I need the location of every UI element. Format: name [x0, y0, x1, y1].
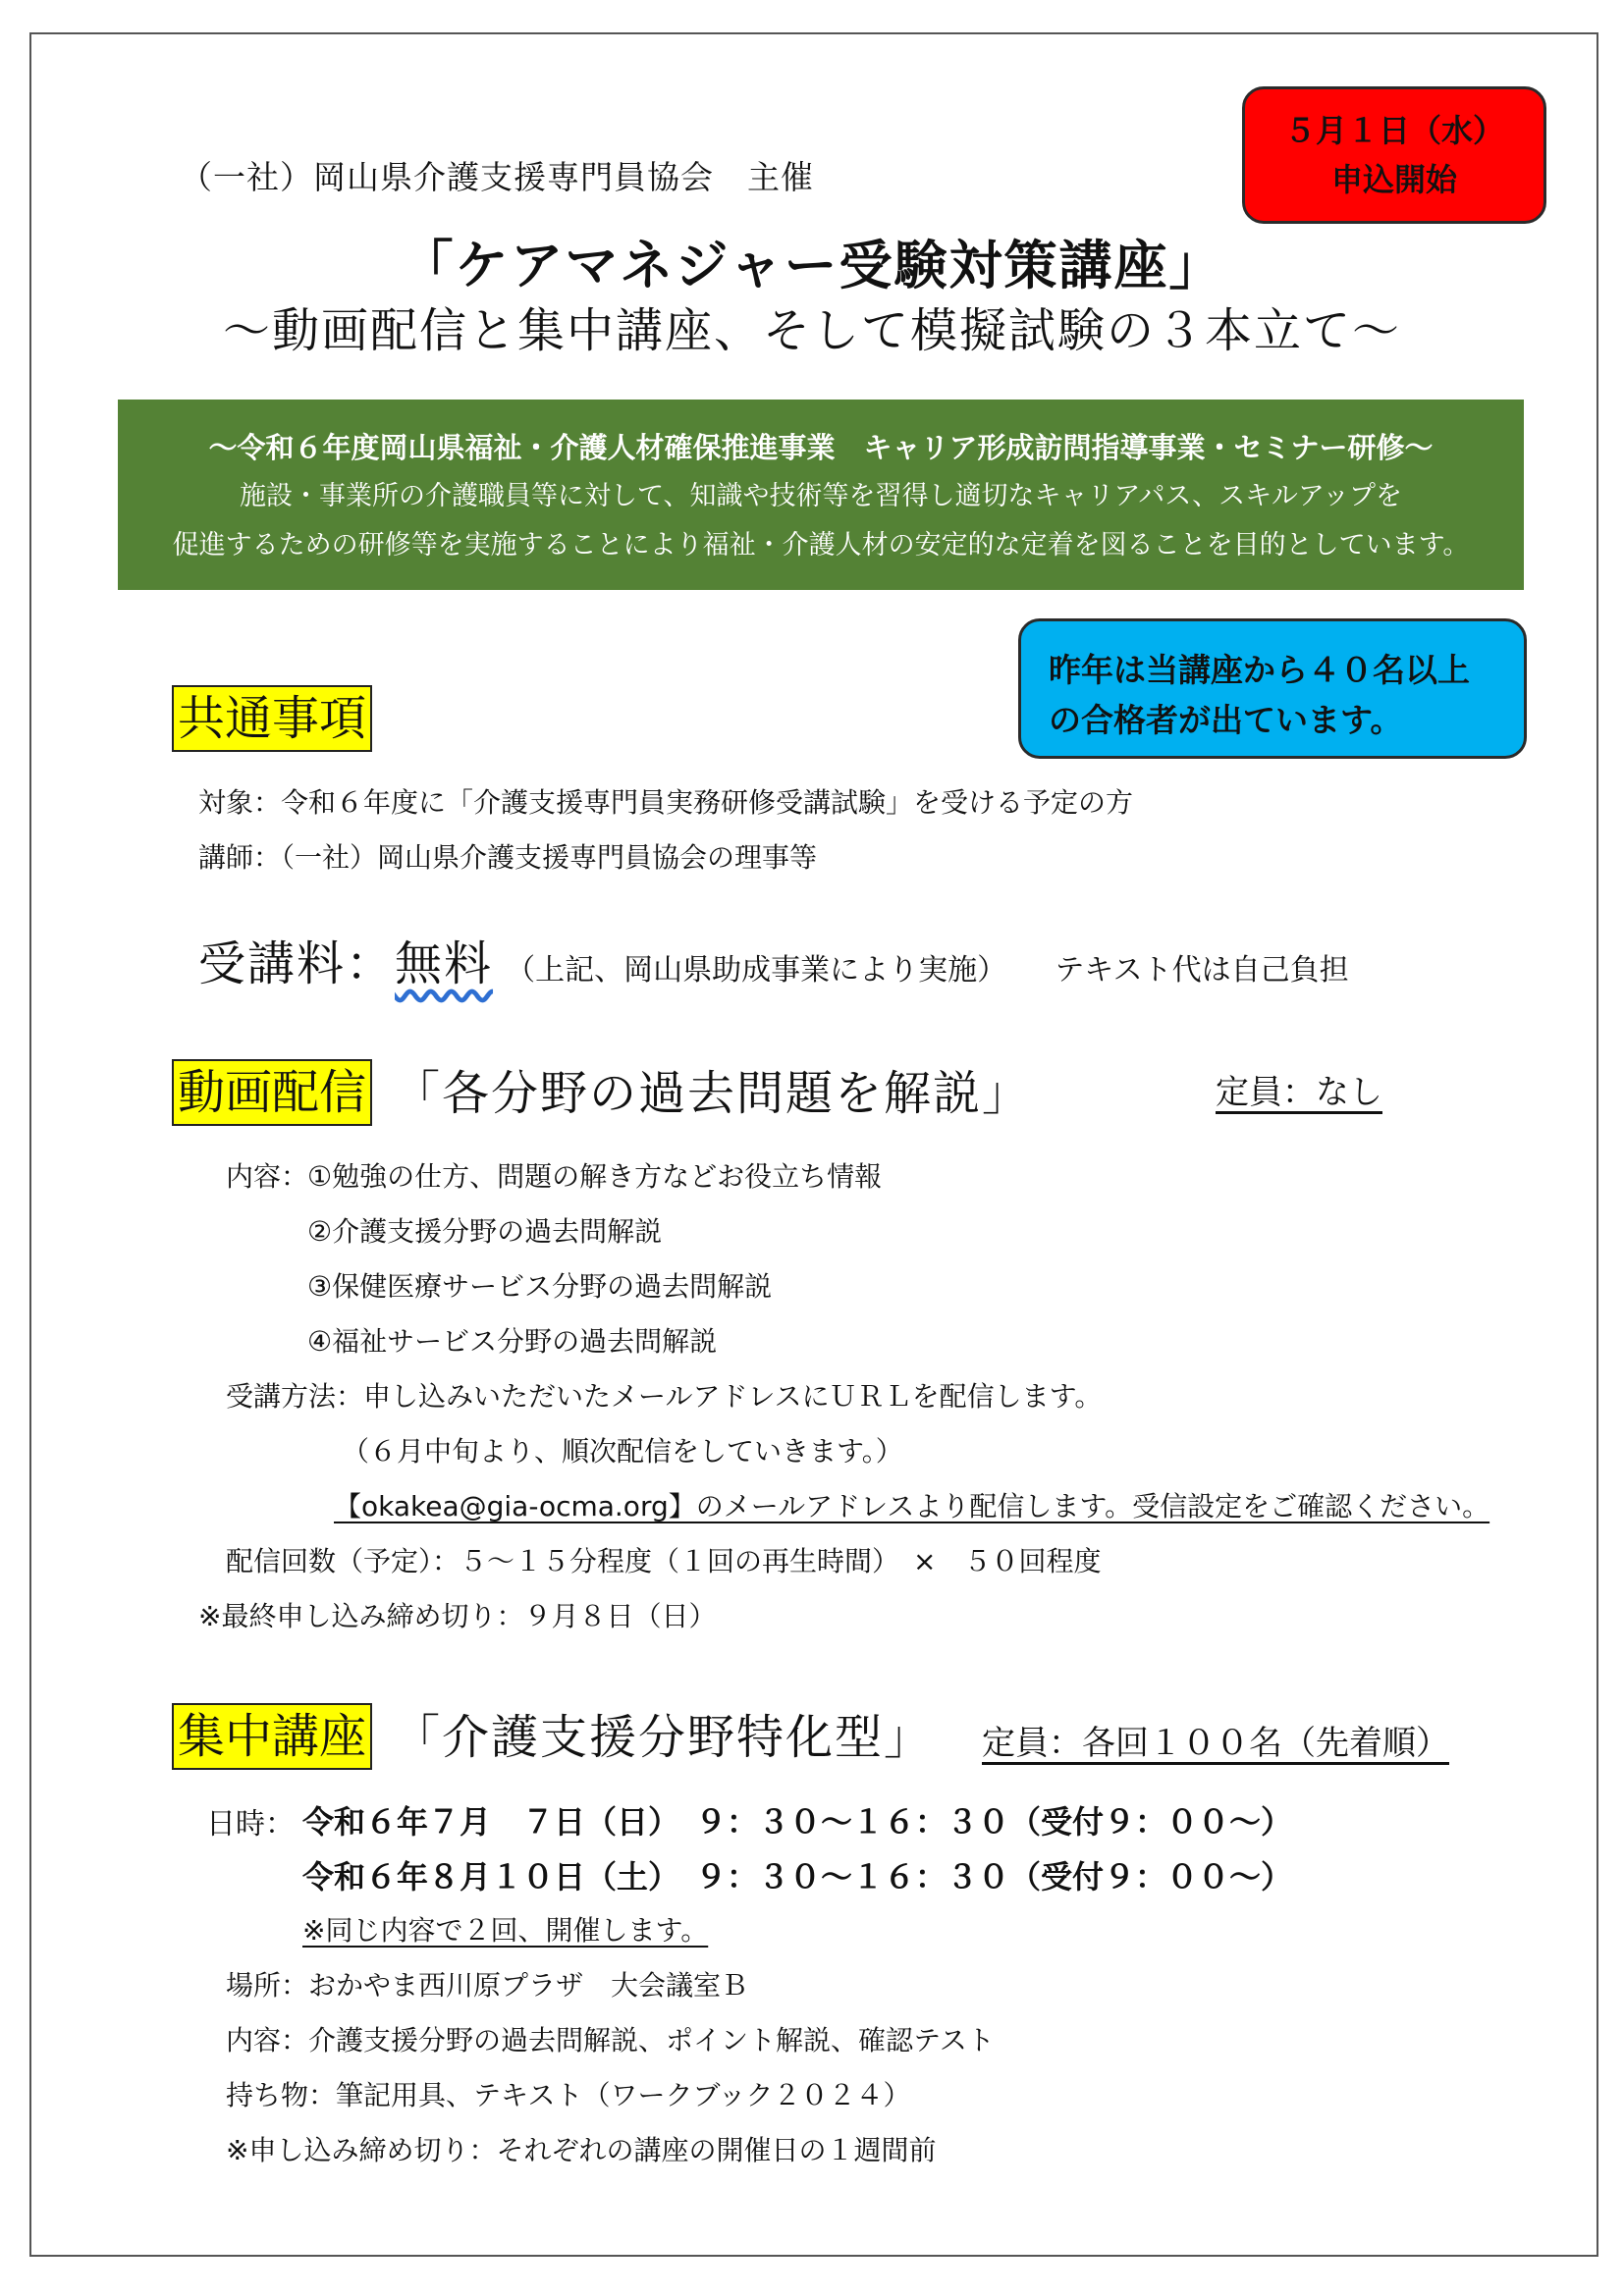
video-item-1: ①勉強の仕方、問題の解き方などお役立ち情報 [307, 1160, 883, 1193]
intensive-heading: 集中講座 [172, 1703, 372, 1770]
start-label: 申込開始 [1330, 161, 1457, 198]
video-item-3: ③保健医療サービス分野の過去問解説 [307, 1270, 773, 1303]
fee-value: 無料 [395, 936, 494, 991]
pass-record-line-1: 昨年は当講座から４０名以上 [1049, 651, 1470, 689]
pass-record-badge [1018, 618, 1527, 759]
page-subtitle: ～動画配信と集中講座、そして模擬試験の３本立て～ [222, 303, 1401, 358]
date-1: 令和６年７月 ７日（日） ９：３０～１６：３０（受付９：００～） [302, 1803, 1293, 1841]
text-fee-note: テキスト代は自己負担 [1055, 953, 1349, 988]
page-border [29, 32, 1598, 2257]
intensive-title: 「介護支援分野特化型」 [393, 1710, 934, 1765]
organizer-text: （一社）岡山県介護支援専門員協会 主催 [180, 158, 814, 196]
intensive-deadline: ※申し込み締め切り：それぞれの講座の開催日の１週間前 [226, 2134, 937, 2166]
intensive-place: 場所：おかやま西川原プラザ 大会議室Ｂ [226, 1969, 749, 2002]
pass-record-line-2: の合格者が出ています。 [1049, 701, 1403, 739]
program-line-1: 施設・事業所の介護職員等に対して、知識や技術等を習得し適切なキャリアパス、スキルアップを [240, 481, 1402, 511]
common-heading: 共通事項 [172, 685, 372, 752]
video-title: 「各分野の過去問題を解説」 [393, 1066, 1032, 1121]
video-deadline: ※最終申し込み締め切り：９月８日（日） [198, 1600, 717, 1632]
video-capacity: 定員：なし [1216, 1073, 1382, 1112]
fee-note: （上記、岡山県助成事業により実施） [506, 953, 1007, 988]
email-notice: 【okakea@gia-ocma.org】のメールアドレスより配信します。受信設定をご確認ください。 [334, 1490, 1490, 1522]
video-item-4: ④福祉サービス分野の過去問解説 [307, 1325, 718, 1358]
date-label: 日時： [206, 1807, 295, 1842]
intensive-capacity: 定員：各回１００名（先着順） [982, 1724, 1449, 1763]
video-method-note: （６月中旬より、順次配信をしていきます。） [342, 1435, 903, 1468]
program-line-2: 促進するための研修等を実施することにより福祉・介護人材の安定的な定着を図ることを目的としています。 [172, 530, 1470, 561]
target-text: 対象：令和６年度に「介護支援専門員実務研修受講試験」を受ける予定の方 [198, 786, 1134, 819]
date-2: 令和６年８月１０日（土） ９：３０～１６：３０（受付９：００～） [302, 1858, 1293, 1896]
intensive-content: 内容：介護支援分野の過去問解説、ポイント解説、確認テスト [226, 2024, 995, 2056]
video-heading: 動画配信 [172, 1059, 372, 1126]
program-info-box [118, 400, 1524, 590]
lecturer-text: 講師：（一社）岡山県介護支援専門員協会の理事等 [198, 841, 818, 874]
video-method: 受講方法：申し込みいただいたメールアドレスにＵＲＬを配信します。 [226, 1380, 1103, 1413]
start-date: ５月１日（水） [1283, 112, 1504, 149]
application-start-badge [1242, 86, 1546, 224]
intensive-items: 持ち物：筆記用具、テキスト（ワークブック２０２４） [226, 2079, 911, 2111]
video-content-label: 内容： [226, 1160, 309, 1193]
program-heading: ～令和６年度岡山県福祉・介護人材確保推進事業 キャリア形成訪問指導事業・セミナー研修～ [208, 431, 1434, 464]
video-frequency: 配信回数（予定）：５～１５分程度（１回の再生時間） × ５０回程度 [226, 1545, 1102, 1577]
fee-row [198, 926, 1349, 993]
fee-label: 受講料： [198, 936, 396, 991]
date-note: ※同じ内容で２回、開催します。 [302, 1914, 709, 1947]
page-title: 「ケアマネジャー受験対策講座」 [400, 235, 1224, 296]
video-item-2: ②介護支援分野の過去問解説 [307, 1215, 663, 1248]
